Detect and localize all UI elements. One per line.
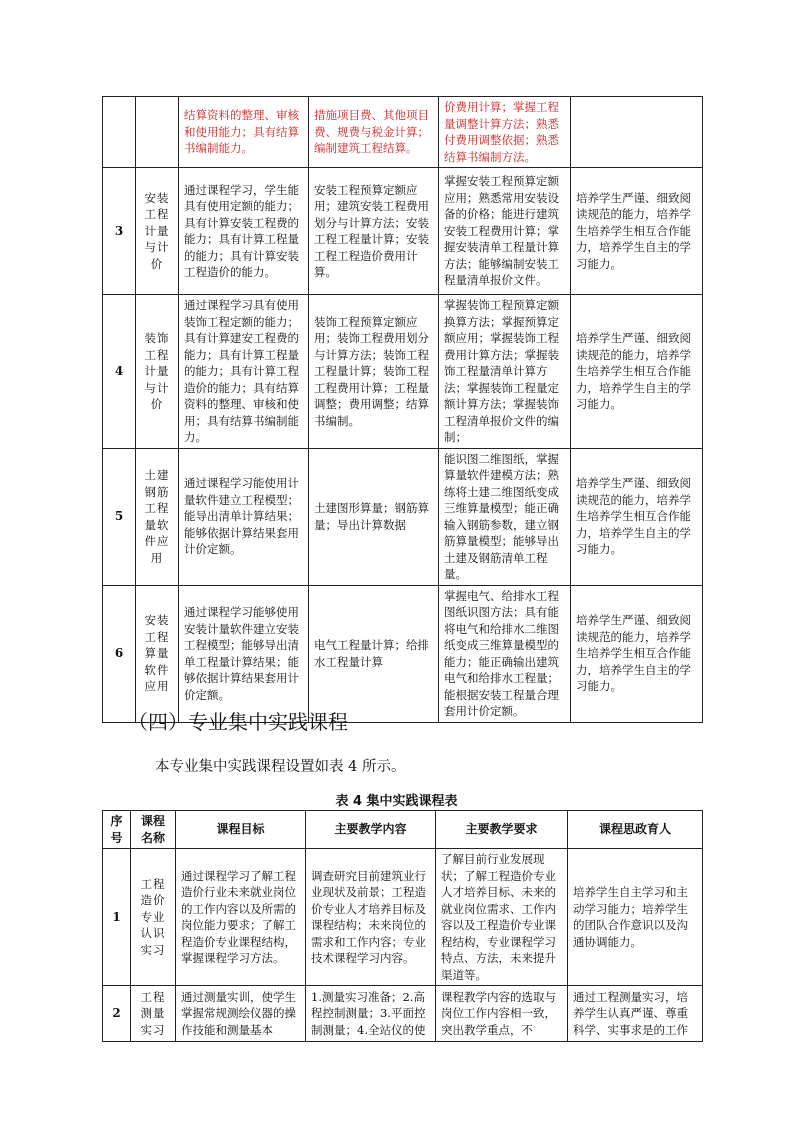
- course-name: [136, 97, 179, 168]
- course-name: 工程造价专业认识实习: [131, 849, 176, 986]
- header-ideology: 课程思政育人: [568, 811, 703, 849]
- course-goal: 通过课程学习，学生能具有使用定额的能力；具有计算安装工程费的能力；具有计算工程量的能力；具有计算安装工程造价的能力。: [179, 168, 309, 295]
- row-number: 3: [103, 168, 136, 295]
- header-name: 课程名称: [131, 811, 176, 849]
- course-goal: 通过课程学习能使用计量软件建立工程模型；能导出清单计算结果；能够依据计算结果套用计价定额。: [179, 448, 309, 585]
- intro-paragraph: 本专业集中实践课程设置如表 4 所示。: [155, 759, 406, 775]
- course-goal: 通过课程学习具有使用装饰工程定额的能力；具有计算建安工程费的能力；具有计算工程量的能力；具有计算工程造价的能力；具有结算资料的整理、审核和使用；具有结算书编制能力。: [179, 295, 309, 449]
- ideology-education: 培养学生严谨、细致阅读规范的能力，培养学生培养学生相互合作能力，培养学生自主的学习能力。: [571, 295, 703, 449]
- table-row: [103, 849, 703, 986]
- table-caption: 表 4 集中实践课程表: [335, 794, 458, 809]
- teaching-requirement: 掌握安装工程预算定额应用；熟悉常用安装设备的价格；能进行建筑安装工程费用计算；掌握安装清单工程量计算方法；能够编制安装工程量清单报价文件。: [439, 168, 571, 295]
- row-number: [103, 97, 136, 168]
- teaching-content: 措施项目费、其他项目费、规费与税金计算；编制建筑工程结算。: [309, 97, 439, 168]
- table-row: [103, 97, 703, 168]
- course-name: 安装工程算量软件应用: [136, 585, 179, 722]
- ideology-education: [571, 97, 703, 168]
- row-number: 2: [103, 986, 131, 1042]
- course-name: 装饰工程计量与计价: [136, 295, 179, 449]
- course-name: 土建钢筋工程量软件应用: [136, 448, 179, 585]
- teaching-content: 1.测量实习准备；2.高程控制测量；3.平面控制测量；4.全站仪的使: [306, 986, 436, 1042]
- row-number: 1: [103, 849, 131, 986]
- course-name: 安装工程计量与计价: [136, 168, 179, 295]
- teaching-content: 土建图形算量；钢筋算量；导出计算数据: [309, 448, 439, 585]
- row-number: 6: [103, 585, 136, 722]
- teaching-requirement: 掌握电气、给排水工程图纸识图方法；具有能将电气和给排水二维图纸变成三维算量模型的能力；能正确输出建筑电气和给排水工程量；能根据安装工程量合理套用计价定额。: [439, 585, 571, 722]
- table-row: [103, 295, 703, 449]
- header-goal: 课程目标: [176, 811, 306, 849]
- row-number: 5: [103, 448, 136, 585]
- table-header-row: [103, 811, 703, 849]
- teaching-requirement: 价费用计算；掌握工程量调整计算方法；熟悉付费用调整依据；熟悉结算书编制方法。: [439, 97, 571, 168]
- teaching-requirement: 了解目前行业发展现状；了解工程造价专业人才培养目标、未来的就业岗位需求、工作内容以及工程造价专业课程结构，专业课程学习特点、方法，未来提升渠道等。: [436, 849, 568, 986]
- course-name: 工程测量实习: [131, 986, 176, 1042]
- course-goal: 通过测量实训，使学生掌握常规测绘仪器的操作技能和测量基本: [176, 986, 306, 1042]
- ideology-education: 培养学生严谨、细致阅读规范的能力，培养学生培养学生相互合作能力，培养学生自主的学习能力。: [571, 585, 703, 722]
- ideology-education: 培养学生自主学习和主动学习能力；培养学生的团队合作意识以及沟通协调能力。: [568, 849, 703, 986]
- section-heading: （四）专业集中实践课程: [128, 710, 348, 734]
- course-table-4: [102, 810, 703, 1042]
- teaching-content: 电气工程量计算；给排水工程量计算: [309, 585, 439, 722]
- course-table-3-continued: [102, 96, 703, 723]
- teaching-requirement: 掌握装饰工程预算定额换算方法；掌握预算定额应用；掌握装饰工程费用计算方法；掌握装饰工程量清单计算方法；掌握装饰工程量定额计算方法；掌握装饰工程清单报价文件的编制；: [439, 295, 571, 449]
- teaching-requirement: 能识图二维图纸，掌握算量软件建模方法；熟练将土建二维图纸变成三维算量模型；能正确输入钢筋参数，建立钢筋算量模型；能够导出土建及钢筋清单工程量。: [439, 448, 571, 585]
- course-goal: 通过课程学习能够使用安装计量软件建立安装工程模型；能够导出清单工程量计算结果；能够依据计算结果套用计价定额。: [179, 585, 309, 722]
- teaching-content: 调查研究目前建筑业行业现状及前景；工程造价专业人才培养目标及课程结构；未来岗位的需求和工作内容；专业技术课程学习内容。: [306, 849, 436, 986]
- table-row: [103, 585, 703, 722]
- table-row: [103, 448, 703, 585]
- teaching-content: 装饰工程预算定额应用；装饰工程费用划分与计算方法；装饰工程工程量计算；装饰工程工程费用计算；工程量调整；费用调整；结算书编制。: [309, 295, 439, 449]
- header-requirement: 主要教学要求: [436, 811, 568, 849]
- table-row: [103, 168, 703, 295]
- course-goal: 结算资料的整理、审核和使用能力；具有结算书编制能力。: [179, 97, 309, 168]
- ideology-education: 通过工程测量实习，培养学生认真严谨、尊重科学、实事求是的工作: [568, 986, 703, 1042]
- ideology-education: 培养学生严谨、细致阅读规范的能力，培养学生培养学生相互合作能力，培养学生自主的学习能力。: [571, 448, 703, 585]
- header-content: 主要教学内容: [306, 811, 436, 849]
- header-num: 序号: [103, 811, 131, 849]
- row-number: 4: [103, 295, 136, 449]
- teaching-requirement: 课程教学内容的选取与岗位工作内容相一致，突出教学重点，不: [436, 986, 568, 1042]
- ideology-education: 培养学生严谨、细致阅读规范的能力，培养学生培养学生相互合作能力，培养学生自主的学习能力。: [571, 168, 703, 295]
- table-row: [103, 986, 703, 1042]
- course-goal: 通过课程学习了解工程造价行业未来就业岗位的工作内容以及所需的岗位能力要求；了解工程造价专业课程结构，掌握课程学习方法。: [176, 849, 306, 986]
- teaching-content: 安装工程预算定额应用；建筑安装工程费用划分与计算方法；安装工程工程量计算；安装工程工程造价费用计算。: [309, 168, 439, 295]
